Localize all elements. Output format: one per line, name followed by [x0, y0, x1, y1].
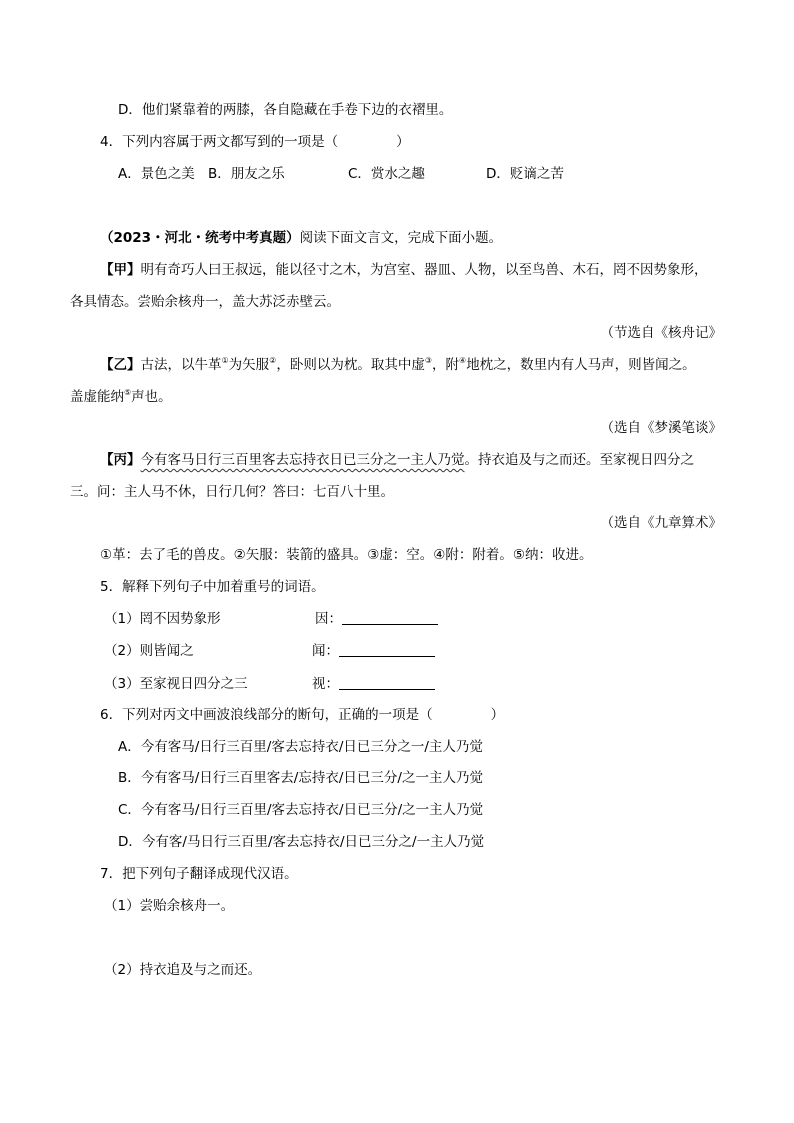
q7-item-1: （1）尝贻余核舟一。	[104, 898, 235, 914]
q6-option-a: A．今有客马/日行三百里/客去忘持衣/日已三分之一/主人乃觉	[118, 739, 483, 755]
passage-jia-source: （节选自《核舟记》	[600, 325, 722, 341]
note-ref-2: ②	[269, 356, 277, 365]
q5-stem: 5．解释下列句子中加着重号的词语。	[100, 579, 325, 595]
q4-stem-close: ）	[396, 134, 410, 150]
q4-option-b: B．朋友之乐	[208, 166, 285, 182]
passage-yi-line2	[70, 387, 172, 407]
q4-stem	[100, 132, 410, 152]
q7-item-2: （2）持衣追及与之而还。	[104, 962, 262, 978]
passage-bing-line2: 三。问：主人马不休，日行几何？答曰：七百八十里。	[70, 484, 394, 500]
passage-bing-text: 。持衣追及与之而还。至家视日四分之	[464, 452, 694, 468]
passage-yi-text2: 为矢服	[228, 357, 270, 373]
passage-bing-label: 【丙】	[100, 452, 141, 468]
q6-stem	[100, 705, 504, 725]
q5-item-1-answer	[315, 609, 438, 629]
passage-yi-text4: ，附	[432, 357, 460, 373]
q6-stem-close: ）	[490, 707, 505, 723]
note-ref-5: ⑤	[124, 388, 132, 397]
q6-option-c: C．今有客马/日行三百里/客去忘持衣/日已三分/之一主人乃觉	[118, 802, 484, 818]
passage-jia-label: 【甲】	[100, 262, 141, 278]
q5-item-1-sentence: （1）罔不因势象形	[104, 611, 221, 627]
passage-jia-text1: 明有奇巧人曰王叔远，能以径寸之木，为宫室、器皿、人物，以至鸟兽、木石，罔不因势象形，	[140, 262, 708, 278]
q5-item-3-blank[interactable]	[339, 675, 435, 690]
q6-option-d: D．今有客/马日行三百里/客去忘持衣/日已三分之/一主人乃觉	[118, 834, 485, 850]
q5-item-2-word: 闻：	[312, 643, 339, 659]
q6-option-b: B．今有客马/日行三百里客去/忘持衣/日已三分/之一主人乃觉	[118, 770, 483, 786]
passage-jia-line2: 各具情态。尝贻余核舟一，盖大苏泛赤壁云。	[70, 294, 340, 310]
q5-item-2-blank[interactable]	[339, 642, 435, 657]
passage-yi-text1: 古法，以牛革	[140, 357, 222, 373]
q5-item-3-word: 视：	[312, 676, 339, 692]
passage-yi-line1	[100, 355, 696, 375]
q4-stem-text: 4．下列内容属于两文都写到的一项是（	[100, 134, 339, 150]
passage-bing-wavy-text: 今有客马日行三百里客去忘持衣日已三分之一主人乃觉	[140, 452, 465, 468]
section-header	[100, 228, 502, 248]
q5-item-3-sentence: （3）至家视日四分之三	[104, 676, 248, 692]
passage-yi-text5: 地枕之，数里内有人马声，则皆闻之。	[466, 357, 696, 373]
passage-yi-text7: 声也。	[131, 389, 172, 405]
section-instruction: 阅读下面文言文，完成下面小题。	[299, 230, 503, 246]
note-ref-4: ④	[459, 356, 467, 365]
q5-item-3-answer	[312, 674, 435, 694]
passage-yi-source: （选自《梦溪笔谈》	[600, 420, 722, 436]
note-ref-1: ①	[221, 356, 229, 365]
note-ref-3: ③	[424, 356, 433, 365]
q7-stem: 7．把下列句子翻译成现代汉语。	[100, 866, 298, 882]
q4-option-c: C．赏水之趣	[348, 166, 425, 182]
q5-item-1-blank[interactable]	[342, 610, 438, 625]
q5-item-1-word: 因：	[315, 611, 342, 627]
passage-bing-source: （选自《九章算术》	[600, 515, 722, 531]
q5-item-2-answer	[312, 641, 435, 661]
q5-item-2-sentence: （2）则皆闻之	[104, 643, 194, 659]
q3-option-d: D．他们紧靠着的两膝，各自隐藏在手卷下边的衣褶里。	[118, 102, 453, 118]
q4-option-d: D．贬谪之苦	[486, 166, 564, 182]
q4-option-a: A．景色之美	[118, 166, 195, 182]
passage-yi-text6: 盖虚能纳	[70, 389, 124, 405]
passage-jia-line1	[100, 260, 708, 280]
section-source: （2023・河北・统考中考真题）	[100, 230, 300, 246]
passage-yi-label: 【乙】	[100, 357, 141, 373]
passage-bing-line1	[100, 450, 694, 470]
passage-yi-text3: ，卧则以为枕。取其中虚	[276, 357, 425, 373]
footnotes: ①革：去了毛的兽皮。②矢服：装箭的盛具。③虚：空。④附：附着。⑤纳：收进。	[100, 547, 593, 563]
q6-stem-text: 6．下列对丙文中画波浪线部分的断句，正确的一项是（	[100, 707, 433, 723]
